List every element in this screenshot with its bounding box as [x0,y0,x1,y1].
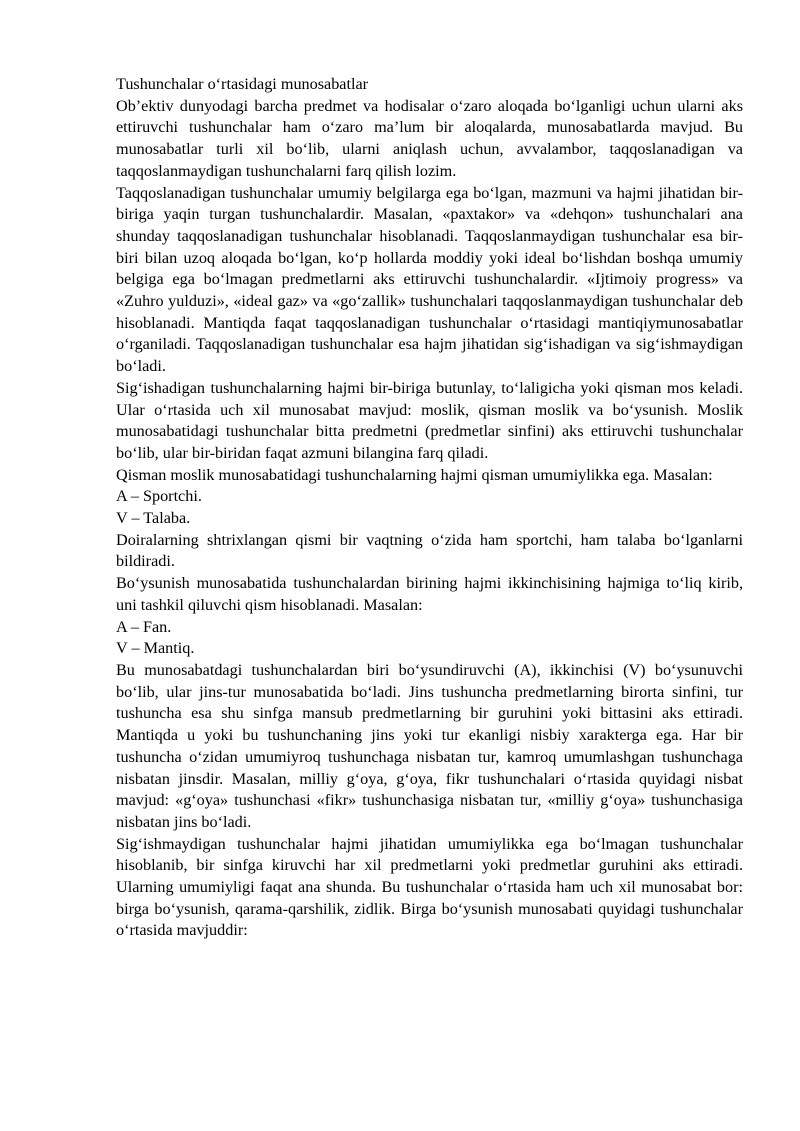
paragraph-partial-match: Qisman moslik munosabatidagi tushunchalarning hajmi qisman umumiylikka ega. Masalan: [116,465,713,484]
example-line-a-science: A – Fan. [116,617,172,636]
paragraph-incompatible: Sig‘ishmaydigan tushunchalar hajmi jihatidan umumiylikka ega bo‘lmagan tushunchalar hisoblanib, bir sinfga kiruvchi har xil predmetlarni yoki predmetlar guruhini aks ettiradi. Ularning umumiyligi faqat ana shunda. Bu tushunchalar o‘rtasida ham uch xil munosabat bor: birga bo‘ysunish, qarama-qarshilik, zidlik. Birga bo‘ysunish munosabati quyidagi tushunchalar o‘rtasida mavjuddir: [116,834,743,940]
paragraph-genus-species: Bu munosabatdagi tushunchalardan biri bo‘ysundiruvchi (A), ikkinchisi (V) bo‘ysunuvchi bo‘lib, ular jins-tur munosabatida bo‘ladi. Jins tushuncha predmetlarning birorta sinfini, tur tushuncha esa shu sinfga mansub predmetlarning bir guruhini yoki bittasini aks ettiradi. Mantiqda u yoki bu tushunchaning jins yoki tur ekanligi nisbiy xarakterga ega. Har bir tushuncha o‘zidan umumiyroq tushunchaga nisbatan tur, kamroq umumlashgan tushunchaga nisbatan jinsdir. Masalan, milliy g‘oya, g‘oya, fikr tushunchalari o‘rtasida quyidagi nisbat mavjud: «g‘oya» tushunchasi «fikr» tushunchasiga nisbatan tur, «milliy g‘oya» tushunchasiga nisbatan jins bo‘ladi. [116,660,743,831]
paragraph-subordination: Bo‘ysunish munosabatida tushunchalardan birining hajmi ikkinchisining hajmiga to‘liq kirib, uni tashkil qiluvchi qism hisoblanadi. Masalan: [116,574,743,614]
paragraph-comparable: Taqqoslanadigan tushunchalar umumiy belgilarga ega bo‘lgan, mazmuni va hajmi jihatidan bir-biriga yaqin turgan tushunchalardir. Masalan, «paxtakor» va «dehqon» tushunchalari ana shunday taqqoslanadigan tushunchalar hisoblanadi. Taqqoslanmaydigan tushunchalar esa bir-biri bilan uzoq aloqada bo‘lgan, ko‘p hollarda moddiy yoki ideal bo‘lishdan boshqa umumiy belgiga ega bo‘lmagan predmetlarni aks ettiruvchi tushunchalardir. «Ijtimoiy progress» va «Zuhro yulduzi», «ideal gaz» va «go‘zallik» tushunchalari taqqoslanmaydigan tushunchalar deb hisoblanadi. Mantiqda faqat taqqoslanadigan tushunchalar o‘rtasidagi mantiqiymunosabatlar o‘rganiladi. Taqqoslanadigan tushunchalar esa hajm jihatidan sig‘ishadigan va sig‘ishmaydigan bo‘ladi. [116,183,743,376]
example-line-v-logic: V – Mantiq. [116,639,195,658]
paragraph-intro: Ob’ektiv dunyodagi barcha predmet va hodisalar o‘zaro aloqada bo‘lganligi uchun ularni aks ettiruvchi tushunchalar ham o‘zaro ma’lum bir aloqalarda, munosabatlarda mavjud. Bu munosabatlar turli xil bo‘lib, ularni aniqlash uchun, avvalambor, taqqoslanadigan va taqqoslanmaydigan tushunchalarni farq qilish lozim. [116,96,743,180]
document-page [116,74,743,942]
paragraph-circles: Doiralarning shtrixlangan qismi bir vaqtning o‘zida ham sportchi, ham talaba bo‘lganlarni bildiradi. [116,530,743,571]
paragraph-compatible: Sig‘ishadigan tushunchalarning hajmi bir-biriga butunlay, to‘laligicha yoki qisman mos keladi. Ular o‘rtasida uch xil munosabat mavjud: moslik, qisman moslik va bo‘ysunish. Moslik munosabatidagi tushunchalar bitta predmetni (predmetlar sinfini) aks ettiruvchi tushunchalar bo‘lib, ular bir-biridan faqat azmuni bilangina farq qiladi. [116,378,743,462]
document-title: Tushunchalar o‘rtasidagi munosabatlar [116,75,369,93]
example-line-v-student: V – Talaba. [116,509,191,528]
example-line-a-sportsman: A – Sportchi. [116,487,202,506]
